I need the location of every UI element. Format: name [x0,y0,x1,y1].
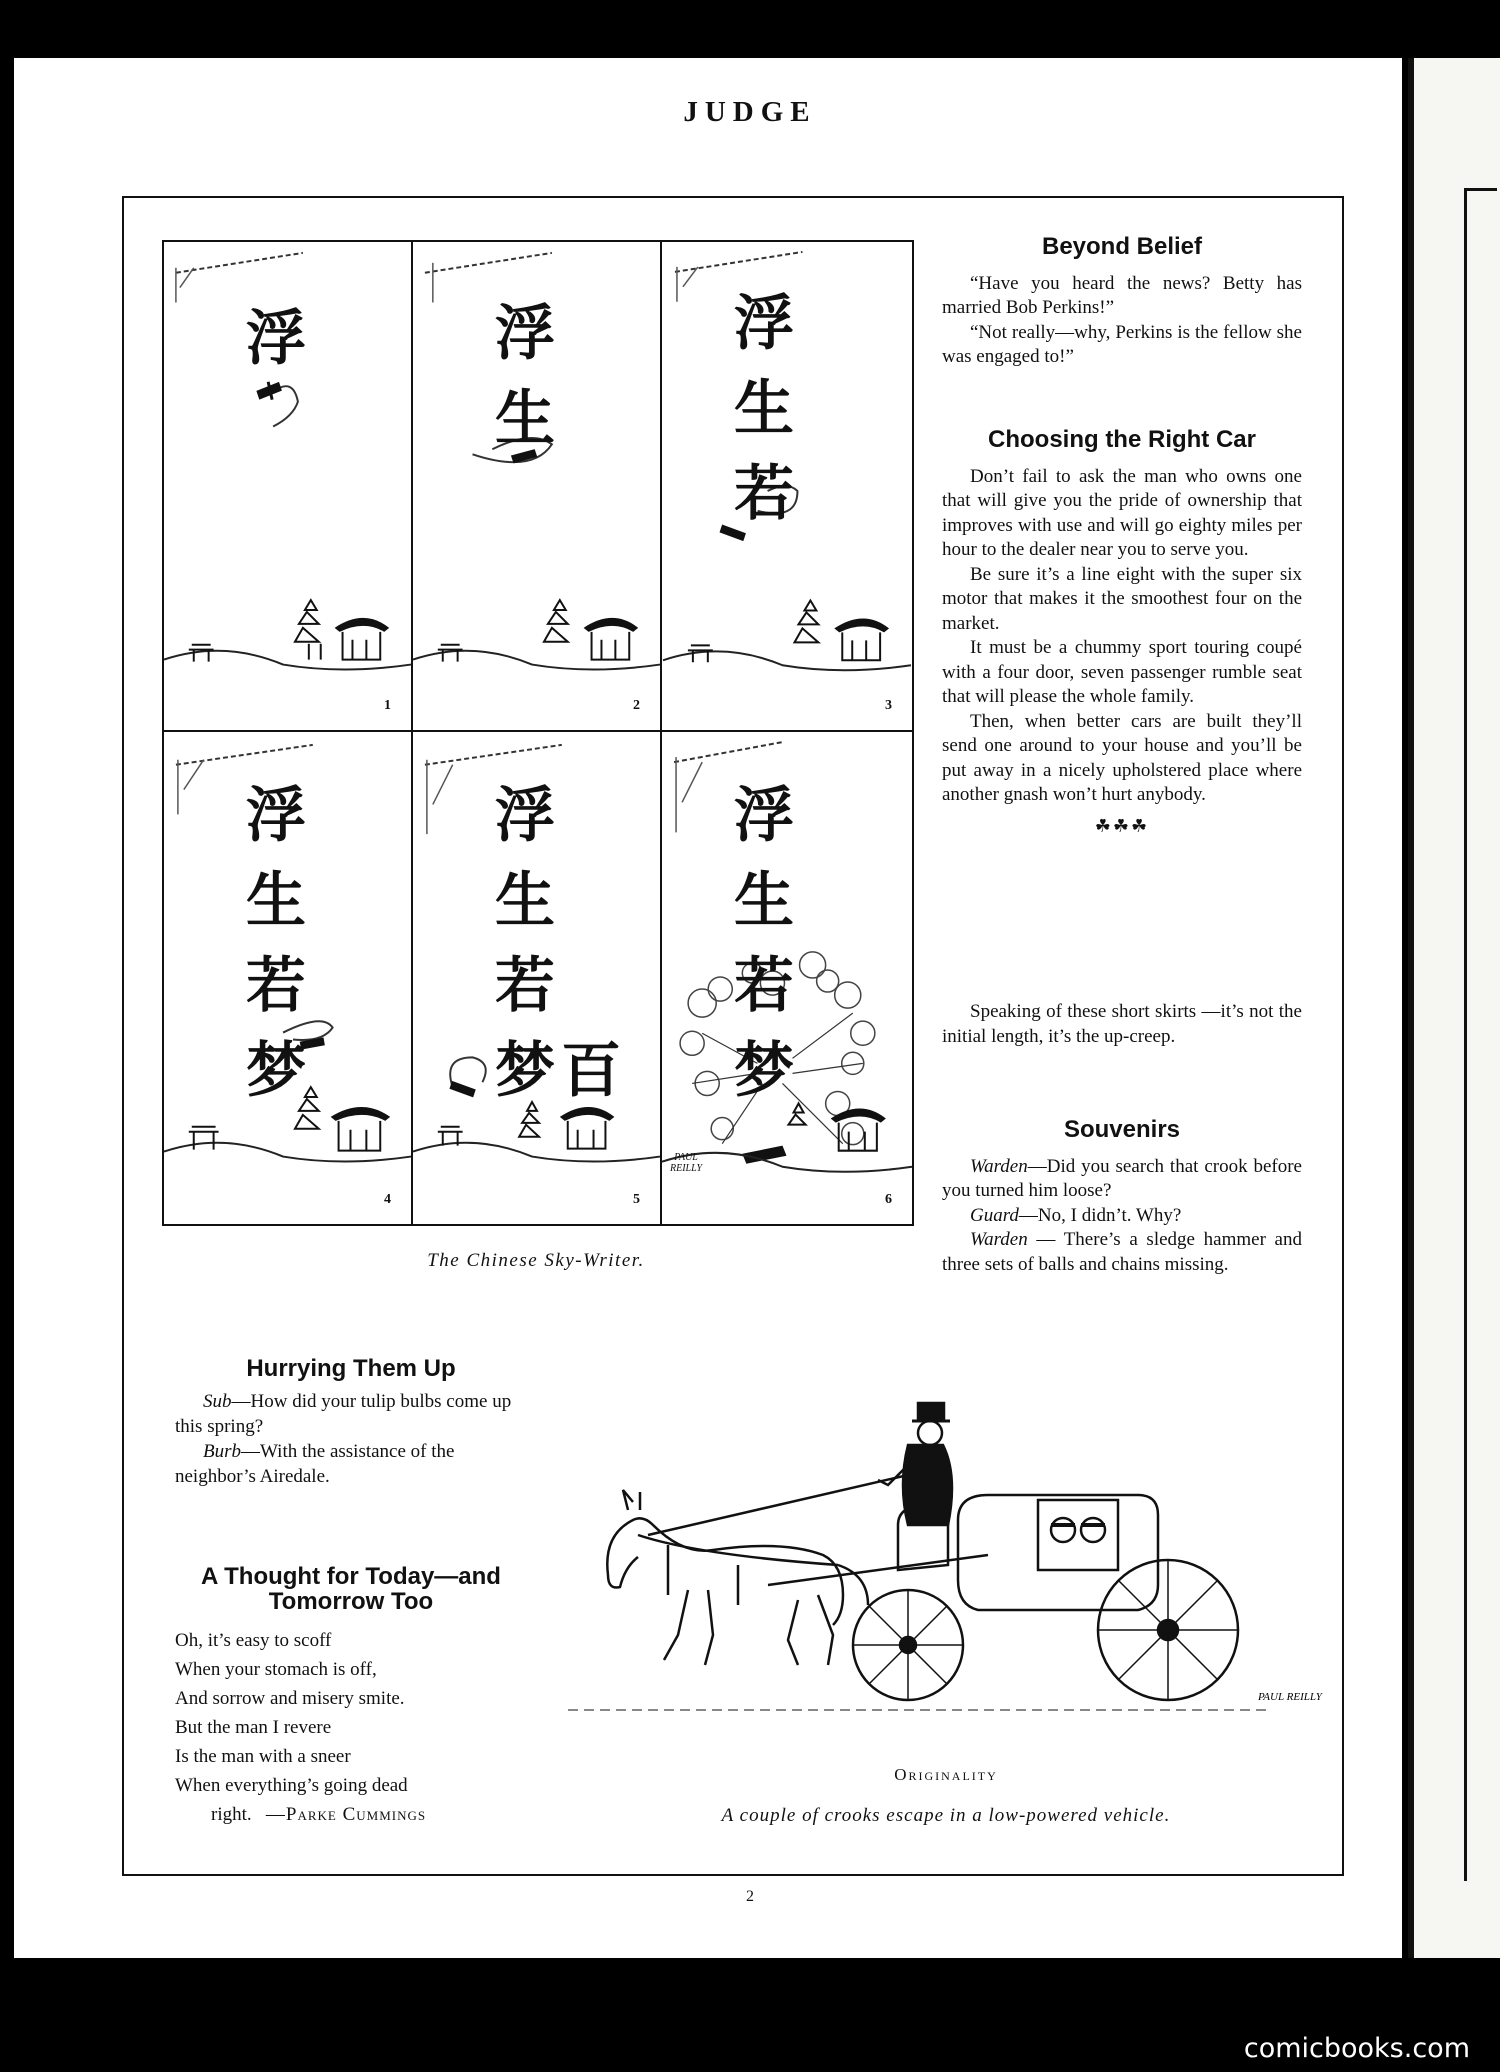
line-text: —Did you search that crook before you turned him loose? [942,1155,1302,1201]
choosing-car [942,428,1302,838]
masthead: JUDGE [683,96,817,128]
line-text: —No, I didn’t. Why? [1018,1204,1182,1226]
site-watermark: comicbooks.com [1243,2033,1470,2064]
poem-line: Is the man with a sneer [175,1746,351,1767]
paragraph: Speaking of these short skirts —it’s not the initial length, it’s the up-creep. [942,1001,1302,1047]
facing-page-strip [1408,58,1500,1958]
poem-line: And sorrow and misery smite. [175,1688,405,1709]
speaker: Burb [203,1441,241,1462]
dialogue-line [942,1204,1302,1229]
sky-character: 浮 [246,781,306,851]
sky-character: 梦 [495,1036,555,1106]
speaker: Warden [970,1229,1028,1250]
artist-signature: PAUL REILLY [1258,1691,1322,1703]
sky-character: 若 [246,951,306,1021]
sky-character: 若 [495,951,555,1021]
artist-signature: PAUL REILLY [669,1152,703,1174]
sky-characters-2 [495,292,555,462]
sky-character: 梦 [246,1036,306,1106]
joke-line: “Not really—why, Perkins is the fellow she was engaged to!” [942,321,1302,367]
thought-for-today [175,1564,527,1829]
poem-line: When your stomach is off, [175,1659,377,1680]
sky-character: 百 [561,1036,621,1106]
panel-number: 6 [885,1192,892,1207]
sky-characters-5 [495,774,555,1114]
ornament-divider: ☘☘☘ [1094,815,1150,836]
panel-number: 2 [633,698,640,713]
speaker: Guard [970,1204,1019,1226]
poem-line: But the man I revere [175,1717,332,1738]
speaker: Sub [203,1391,232,1412]
cartoon-panel-3 [662,242,912,732]
section-title: Souvenirs [1063,1116,1181,1143]
cartoon-panel-1 [164,242,413,732]
panel-number: 4 [384,1192,391,1207]
panel-number: 1 [384,698,391,713]
cartoon-caption: The Chinese Sky-Writer. [427,1250,645,1271]
poem [175,1626,527,1829]
line-text: —How did your tulip bulbs come up this spring? [175,1391,512,1437]
sky-character: 浮 [495,781,555,851]
dialogue-line [942,1155,1302,1204]
sky-characters-5b [561,1029,621,1114]
short-skirts [942,1000,1302,1049]
cartoon-panel-6 [662,732,912,1224]
cartoon-panel-2 [413,242,662,732]
illustration-caption: A couple of crooks escape in a low-powered vehicle. [721,1805,1171,1826]
line-text: —With the assistance of the neighbor’s Airedale. [175,1441,455,1487]
line-text: — There’s a sledge hammer and three sets of balls and chains missing. [942,1229,1302,1275]
cartoon-panel-5 [413,732,662,1224]
hurrying-them-up [175,1356,527,1489]
sky-writer-cartoon [162,240,914,1226]
beyond-belief [942,235,1302,370]
sky-character: 浮 [246,304,306,374]
panel-number: 5 [633,1192,640,1207]
section-title: Hurrying Them Up [246,1355,456,1382]
cartoon-panel-4 [164,732,413,1224]
sky-character: 生 [734,866,794,936]
sky-characters-6 [734,774,794,1114]
section-title: Choosing the Right Car [988,426,1256,453]
sky-characters-3 [734,282,794,537]
sky-character: 浮 [734,289,794,359]
panel-number: 3 [885,698,892,713]
section-title: A Thought for Today—and Tomorrow Too [201,1563,501,1615]
sky-character: 若 [734,951,794,1021]
souvenirs [942,1118,1302,1277]
sky-characters-4 [246,774,306,1114]
sky-character: 生 [734,374,794,444]
carriage-illustration [568,1385,1324,1735]
paragraph: It must be a chummy sport touring coupé with a four door, seven passenger rumble seat that will please the whole family. [942,637,1302,707]
sky-characters-1 [246,297,306,382]
paragraph: Don’t fail to ask the man who owns one that will give you the pride of ownership that improves with use and will go eighty miles per hour to the dealer near you to serve you. [942,465,1302,560]
dialogue-line [175,1439,527,1489]
paragraph: Then, when better cars are built they’ll send one around to your house and you’ll be put away in a nicely upholstered place where another gnash won’t hurt anybody. [942,710,1302,805]
sky-character: 梦 [734,1036,794,1106]
sky-character: 生 [246,866,306,936]
sky-character: 若 [734,459,794,529]
joke-line: “Have you heard the news? Betty has married Bob Perkins!” [942,272,1302,318]
page-number: 2 [746,1888,754,1905]
poem-line: When everything’s going dead [175,1775,408,1796]
dialogue-line [175,1389,527,1439]
poem-last-line [175,1800,527,1829]
sky-character: 生 [495,866,555,936]
section-title: Beyond Belief [1041,233,1203,260]
illustration-title: Originality [894,1765,998,1784]
dialogue-line [942,1228,1302,1277]
sky-character: 生 [495,384,555,454]
speaker: Warden [970,1155,1028,1177]
poem-line: Oh, it’s easy to scoff [175,1630,332,1651]
poem-line: right. [211,1804,252,1825]
paragraph: Be sure it’s a line eight with the super six motor that makes it the smoothest four on the market. [942,563,1302,634]
sky-character: 浮 [734,781,794,851]
sky-character: 浮 [495,299,555,369]
poem-author: —Parke Cummings [265,1804,427,1825]
